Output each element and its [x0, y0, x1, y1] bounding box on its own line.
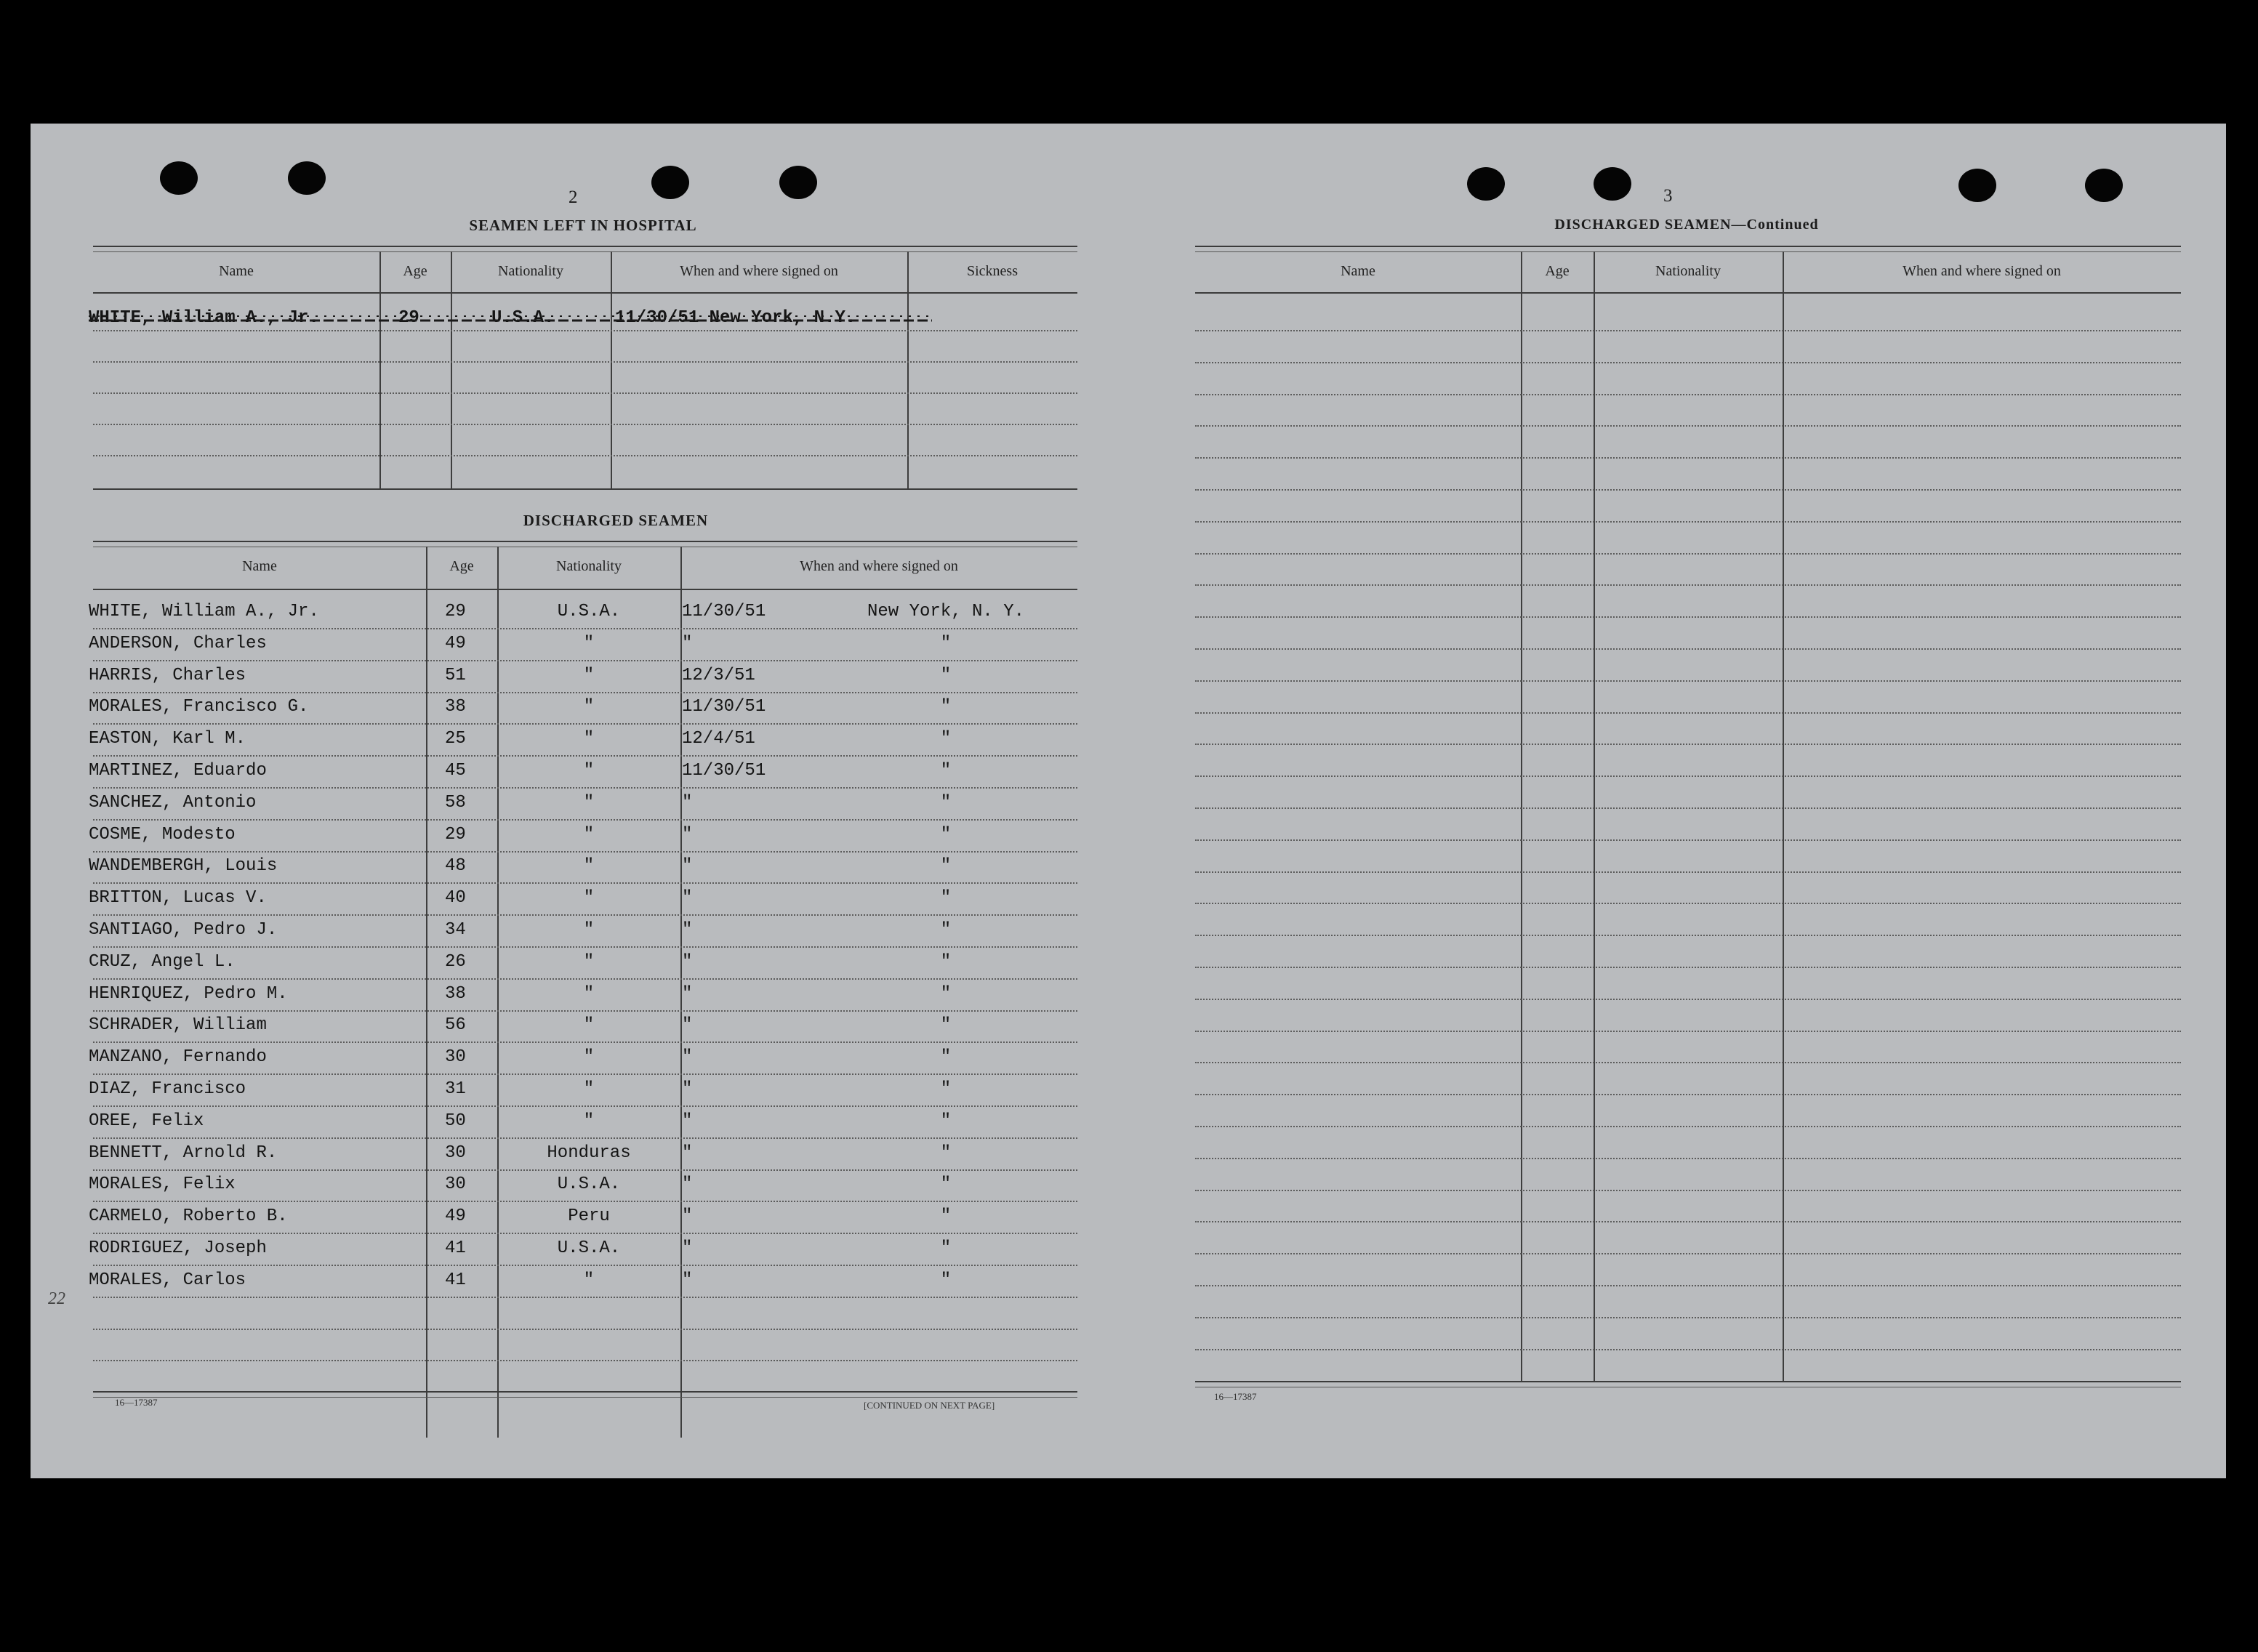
table-row — [31, 729, 1085, 758]
signed-on-date: " — [682, 1174, 693, 1194]
column-divider — [611, 251, 612, 488]
row-line — [1195, 1253, 2181, 1254]
seaman-nationality: Peru — [568, 1206, 610, 1226]
signed-on-place: " — [940, 666, 952, 685]
row-line — [1195, 489, 2181, 491]
table-row — [31, 1079, 1085, 1108]
row-line — [93, 392, 1077, 394]
signed-on-place: " — [940, 729, 952, 749]
seaman-age: 40 — [445, 888, 466, 908]
punch-hole — [1594, 167, 1631, 201]
seaman-nationality: " — [583, 793, 595, 813]
seaman-nationality: " — [583, 1079, 595, 1099]
table-rule — [93, 1391, 1077, 1393]
row-line — [1195, 362, 2181, 363]
row-line — [1195, 1190, 2181, 1191]
table-row — [31, 920, 1085, 949]
row-line — [93, 723, 1077, 725]
seaman-age: 38 — [445, 984, 466, 1004]
row-line — [1195, 839, 2181, 841]
seaman-name: CRUZ, Angel L. — [89, 952, 236, 972]
row-line — [93, 1105, 1077, 1107]
table-rule — [93, 541, 1077, 542]
signed-on-date: " — [682, 952, 693, 972]
signed-on-place: " — [940, 888, 952, 908]
row-line — [1195, 775, 2181, 777]
right-header-nationality: Nationality — [1655, 263, 1721, 279]
seaman-name: COSME, Modesto — [89, 825, 236, 845]
seaman-name: CARMELO, Roberto B. — [89, 1206, 288, 1226]
punch-hole — [779, 166, 817, 199]
table-rule — [1195, 251, 2181, 252]
row-line — [93, 455, 1077, 456]
seaman-age: 31 — [445, 1079, 466, 1099]
seaman-nationality: " — [583, 888, 595, 908]
seaman-age: 45 — [445, 761, 466, 781]
signed-on-date: " — [682, 856, 693, 876]
margin-note: 22 — [48, 1289, 65, 1308]
table-row — [31, 825, 1085, 854]
row-line — [93, 1297, 1077, 1298]
row-line — [93, 361, 1077, 363]
struck-age: 29 — [398, 308, 419, 328]
seaman-age: 30 — [445, 1174, 466, 1194]
seaman-age: 48 — [445, 856, 466, 876]
row-line — [93, 914, 1077, 916]
signed-on-place: " — [940, 984, 952, 1004]
row-line — [1195, 1317, 2181, 1318]
discharged-section-title: DISCHARGED SEAMEN — [523, 512, 709, 529]
seaman-name: SANCHEZ, Antonio — [89, 793, 257, 813]
struck-name: WHITE, William A., Jr. — [89, 308, 319, 328]
seaman-name: OREE, Felix — [89, 1111, 204, 1131]
row-line — [1195, 1349, 2181, 1350]
signed-on-date: " — [682, 888, 693, 908]
seaman-name: RODRIGUEZ, Joseph — [89, 1238, 267, 1258]
seaman-nationality: " — [583, 984, 595, 1004]
seaman-nationality: " — [583, 634, 595, 653]
row-line — [1195, 712, 2181, 714]
row-line — [93, 1010, 1077, 1012]
row-line — [93, 692, 1077, 693]
signed-on-date: " — [682, 825, 693, 845]
signed-on-place: " — [940, 1047, 952, 1067]
signed-on-place: " — [940, 697, 952, 717]
signed-on-date: 12/3/51 — [682, 666, 755, 685]
row-line — [93, 330, 1077, 331]
seaman-name: SANTIAGO, Pedro J. — [89, 920, 278, 940]
row-line — [1195, 1031, 2181, 1032]
seaman-age: 30 — [445, 1047, 466, 1067]
table-row — [31, 1174, 1085, 1204]
signed-on-date: " — [682, 634, 693, 653]
seaman-name: MANZANO, Fernando — [89, 1047, 267, 1067]
seaman-name: WHITE, William A., Jr. — [89, 602, 319, 621]
row-line — [1195, 967, 2181, 968]
seaman-name: MORALES, Francisco G. — [89, 697, 309, 717]
seaman-nationality: U.S.A. — [557, 602, 621, 621]
table-rule — [93, 1397, 1077, 1398]
seaman-nationality: " — [583, 952, 595, 972]
right-header-signed-on: When and where signed on — [1903, 263, 2061, 279]
hospital-header-name: Name — [219, 263, 254, 279]
seaman-name: WANDEMBERGH, Louis — [89, 856, 278, 876]
row-line — [1195, 1094, 2181, 1095]
punch-hole — [160, 161, 198, 195]
table-rule — [93, 246, 1077, 247]
signed-on-date: " — [682, 1206, 693, 1226]
row-line — [1195, 425, 2181, 427]
seaman-nationality: U.S.A. — [557, 1238, 621, 1258]
table-row — [31, 666, 1085, 695]
row-line — [93, 882, 1077, 884]
table-row — [31, 1143, 1085, 1172]
signed-on-date: " — [682, 1015, 693, 1035]
row-line — [1195, 935, 2181, 936]
struck-signed-on: 11/30/51 New York, N.Y. — [615, 308, 856, 328]
seaman-name: DIAZ, Francisco — [89, 1079, 246, 1099]
signed-on-place: " — [940, 1015, 952, 1035]
seaman-nationality: " — [583, 1047, 595, 1067]
table-row — [31, 1047, 1085, 1076]
row-line — [93, 660, 1077, 661]
row-line — [93, 1073, 1077, 1075]
signed-on-place: " — [940, 1079, 952, 1099]
row-line — [93, 1233, 1077, 1234]
signed-on-place: " — [940, 761, 952, 781]
table-rule — [1195, 292, 2181, 294]
column-divider — [1594, 251, 1595, 1381]
table-rule — [1195, 246, 2181, 247]
signed-on-date: 12/4/51 — [682, 729, 755, 749]
table-row — [31, 793, 1085, 822]
row-line — [1195, 330, 2181, 331]
signed-on-place: " — [940, 1143, 952, 1163]
column-divider — [907, 251, 909, 488]
signed-on-place: " — [940, 952, 952, 972]
table-row — [31, 1015, 1085, 1044]
signed-on-place: " — [940, 1270, 952, 1290]
seaman-name: MORALES, Carlos — [89, 1270, 246, 1290]
seaman-nationality: " — [583, 920, 595, 940]
signed-on-place: " — [940, 1238, 952, 1258]
signed-on-date: " — [682, 1143, 693, 1163]
table-row — [31, 1111, 1085, 1140]
seaman-age: 41 — [445, 1238, 466, 1258]
seaman-age: 25 — [445, 729, 466, 749]
row-line — [93, 978, 1077, 980]
table-row — [31, 952, 1085, 981]
seaman-name: ANDERSON, Charles — [89, 634, 267, 653]
seaman-nationality: U.S.A. — [557, 1174, 621, 1194]
signed-on-date: " — [682, 793, 693, 813]
row-line — [93, 851, 1077, 853]
struck-nationality: U.S.A. — [491, 308, 555, 328]
table-row — [31, 888, 1085, 917]
row-line — [1195, 680, 2181, 682]
table-row — [31, 856, 1085, 885]
table-row — [31, 1206, 1085, 1236]
row-line — [1195, 584, 2181, 586]
seaman-age: 34 — [445, 920, 466, 940]
seaman-name: BRITTON, Lucas V. — [89, 888, 267, 908]
seaman-nationality: " — [583, 856, 595, 876]
row-line — [1195, 999, 2181, 1000]
signed-on-date: " — [682, 984, 693, 1004]
punch-hole — [1958, 169, 1996, 202]
row-line — [1195, 903, 2181, 904]
row-line — [1195, 807, 2181, 809]
document-sheet — [31, 124, 2226, 1478]
row-line — [1195, 553, 2181, 555]
seaman-nationality: " — [583, 697, 595, 717]
seaman-name: HENRIQUEZ, Pedro M. — [89, 984, 288, 1004]
seaman-age: 49 — [445, 634, 466, 653]
row-line — [93, 424, 1077, 425]
column-divider — [379, 251, 381, 488]
discharged-header-name: Name — [242, 558, 277, 574]
seaman-name: HARRIS, Charles — [89, 666, 246, 685]
seaman-age: 51 — [445, 666, 466, 685]
punch-hole — [651, 166, 689, 199]
row-line — [1195, 871, 2181, 873]
discharged-header-age: Age — [449, 558, 474, 574]
signed-on-place: " — [940, 1174, 952, 1194]
seaman-nationality: " — [583, 666, 595, 685]
column-divider — [1521, 251, 1522, 1381]
column-divider — [451, 251, 452, 488]
hospital-header-age: Age — [403, 263, 427, 279]
signed-on-place: " — [940, 1111, 952, 1131]
seaman-nationality: " — [583, 729, 595, 749]
seaman-age: 56 — [445, 1015, 466, 1035]
seaman-nationality: " — [583, 1270, 595, 1290]
left-form-number: 16—17387 — [115, 1397, 158, 1408]
row-line — [1195, 648, 2181, 650]
signed-on-place: " — [940, 793, 952, 813]
row-line — [1195, 457, 2181, 459]
seaman-age: 49 — [445, 1206, 466, 1226]
discharged-header-signed-on: When and where signed on — [800, 558, 958, 574]
seaman-age: 50 — [445, 1111, 466, 1131]
right-header-age: Age — [1545, 263, 1570, 279]
seaman-name: EASTON, Karl M. — [89, 729, 246, 749]
hospital-header-signed-on: When and where signed on — [680, 263, 838, 279]
seaman-age: 26 — [445, 952, 466, 972]
seaman-nationality: Honduras — [547, 1143, 631, 1163]
row-line — [1195, 1126, 2181, 1127]
row-line — [93, 1360, 1077, 1361]
seaman-age: 41 — [445, 1270, 466, 1290]
hospital-header-nationality: Nationality — [498, 263, 563, 279]
row-line — [93, 1169, 1077, 1171]
discharged-header-nationality: Nationality — [556, 558, 622, 574]
hospital-section-title: SEAMEN LEFT IN HOSPITAL — [469, 217, 697, 234]
column-divider — [1783, 251, 1784, 1381]
row-line — [93, 1201, 1077, 1202]
punch-hole — [2085, 169, 2123, 202]
row-line — [93, 1329, 1077, 1330]
seaman-age: 38 — [445, 697, 466, 717]
seaman-age: 29 — [445, 602, 466, 621]
signed-on-date: " — [682, 1047, 693, 1067]
seaman-age: 58 — [445, 793, 466, 813]
right-form-number: 16—17387 — [1214, 1391, 1257, 1402]
right-header-name: Name — [1341, 263, 1375, 279]
right-page-number: 3 — [1663, 186, 1673, 206]
seaman-nationality: " — [583, 825, 595, 845]
punch-hole — [288, 161, 326, 195]
table-rule — [93, 292, 1077, 294]
table-row — [31, 761, 1085, 790]
row-line — [1195, 1158, 2181, 1159]
signed-on-date: 11/30/51 — [682, 697, 766, 717]
row-line — [93, 755, 1077, 757]
table-rule — [1195, 1381, 2181, 1382]
signed-on-date: " — [682, 1079, 693, 1099]
seaman-name: MORALES, Felix — [89, 1174, 236, 1194]
row-line — [1195, 616, 2181, 618]
signed-on-date: " — [682, 1270, 693, 1290]
seaman-age: 30 — [445, 1143, 466, 1163]
continued-note: [CONTINUED ON NEXT PAGE] — [864, 1400, 995, 1411]
seaman-nationality: " — [583, 1015, 595, 1035]
row-line — [93, 1137, 1077, 1139]
signed-on-date: " — [682, 1238, 693, 1258]
seaman-name: SCHRADER, William — [89, 1015, 267, 1035]
row-line — [93, 819, 1077, 821]
signed-on-date: " — [682, 1111, 693, 1131]
signed-on-date: " — [682, 920, 693, 940]
right-section-title: DISCHARGED SEAMEN—Continued — [1554, 217, 1819, 233]
table-rule — [93, 251, 1077, 252]
row-line — [1195, 1285, 2181, 1286]
seaman-name: BENNETT, Arnold R. — [89, 1143, 278, 1163]
table-row — [31, 634, 1085, 663]
table-row — [31, 697, 1085, 726]
signed-on-place: New York, N. Y. — [867, 602, 1025, 621]
row-line — [1195, 394, 2181, 395]
strike-through — [89, 310, 932, 331]
left-page-number: 2 — [568, 188, 578, 207]
row-line — [1195, 1221, 2181, 1222]
seaman-age: 29 — [445, 825, 466, 845]
table-row — [31, 984, 1085, 1013]
table-row — [31, 1270, 1085, 1300]
signed-on-place: " — [940, 634, 952, 653]
signed-on-place: " — [940, 920, 952, 940]
table-row — [31, 1238, 1085, 1268]
seaman-nationality: " — [583, 1111, 595, 1131]
signed-on-place: " — [940, 825, 952, 845]
punch-hole — [1467, 167, 1505, 201]
row-line — [93, 787, 1077, 789]
table-rule — [93, 589, 1077, 590]
table-rule — [93, 488, 1077, 490]
signed-on-place: " — [940, 856, 952, 876]
row-line — [93, 1041, 1077, 1043]
row-line — [1195, 1062, 2181, 1063]
row-line — [93, 946, 1077, 948]
seaman-name: MARTINEZ, Eduardo — [89, 761, 267, 781]
row-line — [1195, 744, 2181, 745]
signed-on-date: 11/30/51 — [682, 602, 766, 621]
signed-on-date: 11/30/51 — [682, 761, 766, 781]
row-line — [93, 628, 1077, 629]
seaman-nationality: " — [583, 761, 595, 781]
signed-on-place: " — [940, 1206, 952, 1226]
row-line — [1195, 521, 2181, 523]
row-line — [93, 1265, 1077, 1266]
hospital-header-sickness: Sickness — [967, 263, 1018, 279]
table-row — [31, 602, 1085, 631]
